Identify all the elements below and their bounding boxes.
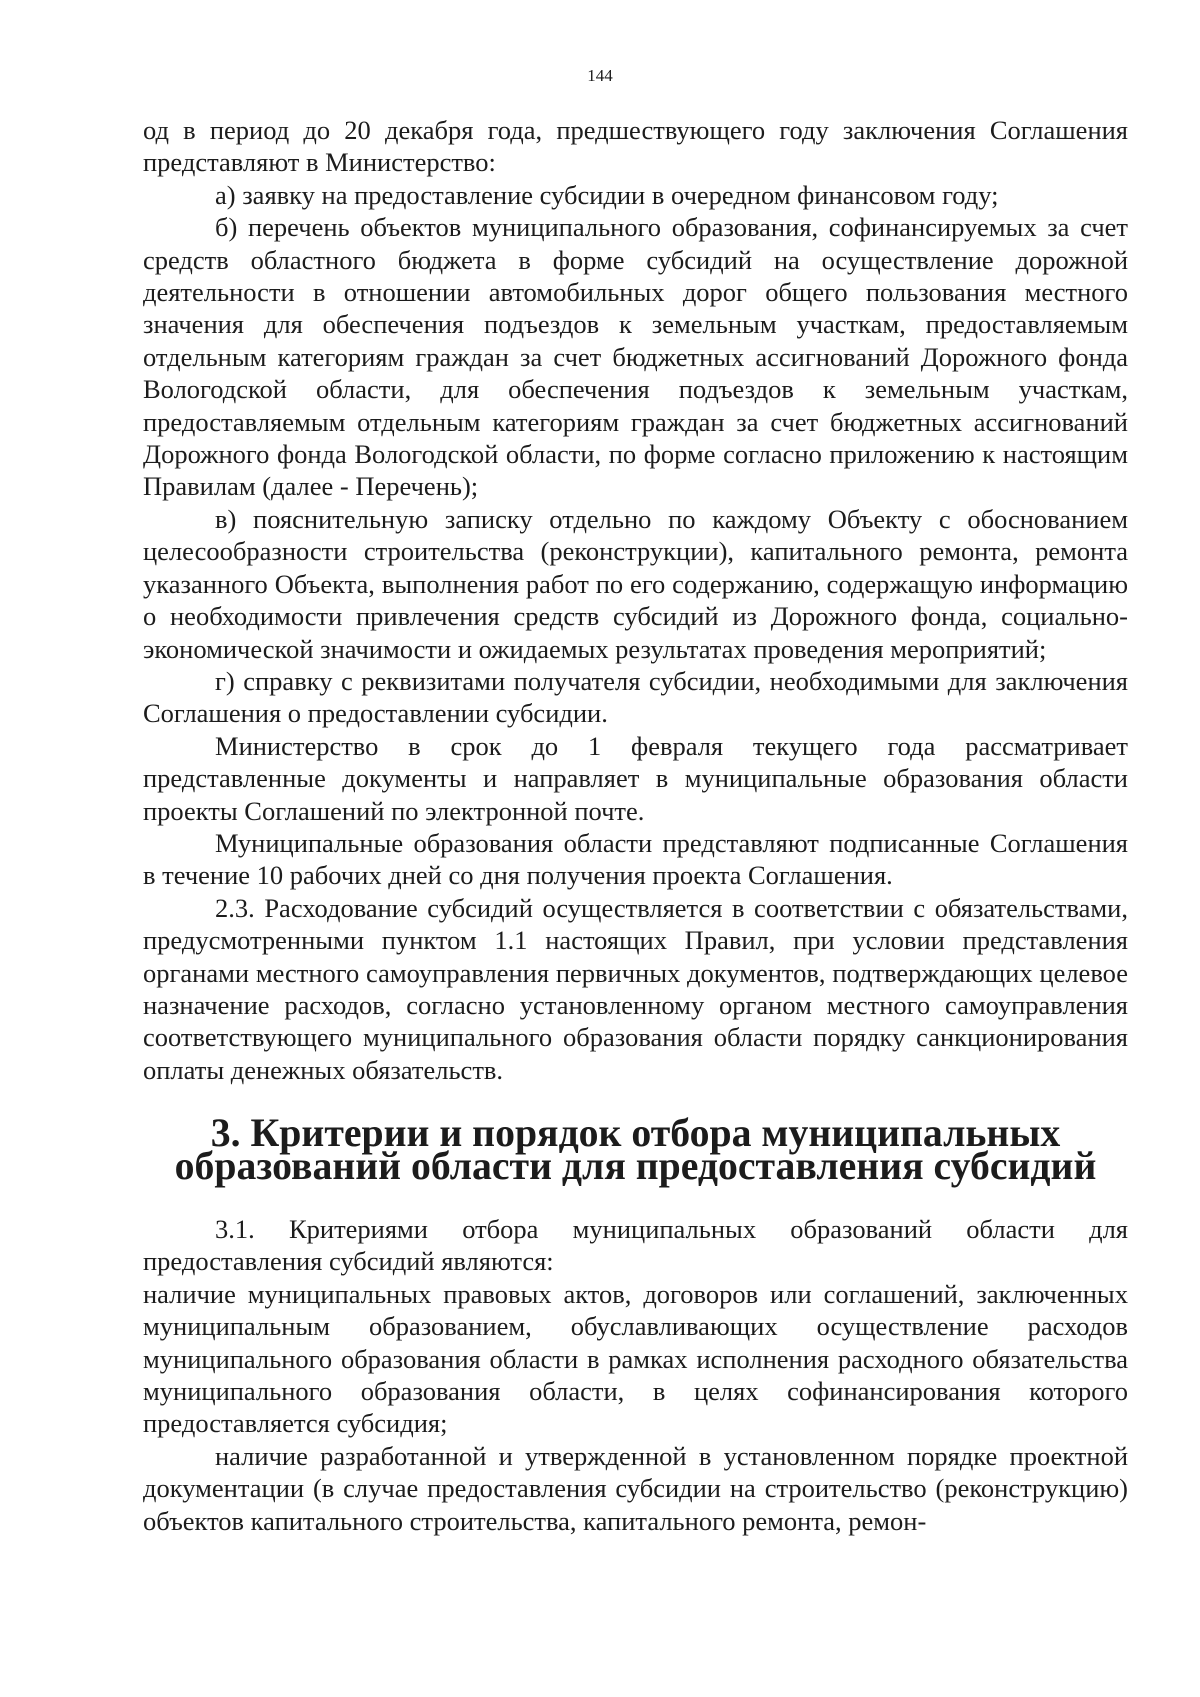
- list-item-g: г) справку с реквизитами получателя субсидии, необходимыми для заключения Соглашения о предоставлении субсидии.: [143, 665, 1128, 729]
- document-body: [143, 114, 1128, 1537]
- list-item-a: а) заявку на предоставление субсидии в очередном финансовом году;: [215, 179, 999, 210]
- page-number: 144: [587, 66, 613, 85]
- section-heading-line-1: 3. Критерии и порядок отбора муниципальных: [210, 1111, 1061, 1156]
- section-heading: [143, 1086, 1128, 1213]
- paragraph-3-1: 3.1. Критериями отбора муниципальных образований области для предоставления субсидий являются:: [143, 1214, 1128, 1277]
- paragraph-agreements-signed: Муниципальные образования области представляют подписанные Соглашения в течение 10 рабочих дней со дня получения проекта Соглашения.: [143, 827, 1128, 891]
- list-item-b: б) перечень объектов муниципального образования, софинансируемых за счет средств областного бюджета в форме субсидий на осуществление дорожной деятельности в отношении автомобильных дорог общего пользования местного значения для обеспечения подъездов к земельным участкам, предоставляемым отдельным категориям граждан за счет бюджетных ассигнований Дорожного фонда Вологодской области, для обеспечения подъездов к земельным участкам, предоставляемым отдельным категориям граждан за счет бюджетных ассигнований Дорожного фонда Вологодской области, по форме согласно приложению к настоящим Правилам (далее - Перечень);: [143, 212, 1128, 502]
- paragraph-2-3: 2.3. Расходование субсидий осуществляется в соответствии с обязательствами, предусмотренными пунктом 1.1 настоящих Правил, при условии представления органами местного самоуправления первичных документов, подтверждающих целевое назначение расходов, согласно установленному органом местного самоуправления соответствующего муниципального образования области порядку санкционирования оплаты денежных обязательств.: [143, 892, 1128, 1085]
- paragraph-ministry-deadline: Министерство в срок до 1 февраля текущего года рассматривает представленные документы и направляет в муниципальные образования области проекты Соглашений по электронной почте.: [143, 730, 1128, 826]
- paragraph-continuation: од в период до 20 декабря года, предшествующего году заключения Соглашения представляют в Министерство:: [143, 115, 1128, 178]
- section-heading-line-2: образований области для предоставления субсидий: [174, 1143, 1097, 1188]
- list-item-v: в) пояснительную записку отдельно по каждому Объекту с обоснованием целесообразности строительства (реконструкции), капитального ремонта, ремонта указанного Объекта, выполнения работ по его содержанию, содержащую информацию о необходимости привлечения средств субсидий из Дорожного фонда, социально-экономической значимости и ожидаемых результатах проведения мероприятий;: [143, 503, 1128, 664]
- criterion-legal-acts: наличие муниципальных правовых актов, договоров или соглашений, заключенных муниципальным образованием, обуславливающих осуществление расходов муниципального образования области в рамках исполнения расходного обязательства муниципального образования области, в целях софинансирования которого предоставляется субсидия;: [143, 1278, 1128, 1439]
- criterion-project-documentation: наличие разработанной и утвержденной в установленном порядке проектной документации (в случае предоставления субсидии на строительство (реконструкцию) объектов капитального строительства, капитального ремонта, ремон-: [143, 1440, 1128, 1536]
